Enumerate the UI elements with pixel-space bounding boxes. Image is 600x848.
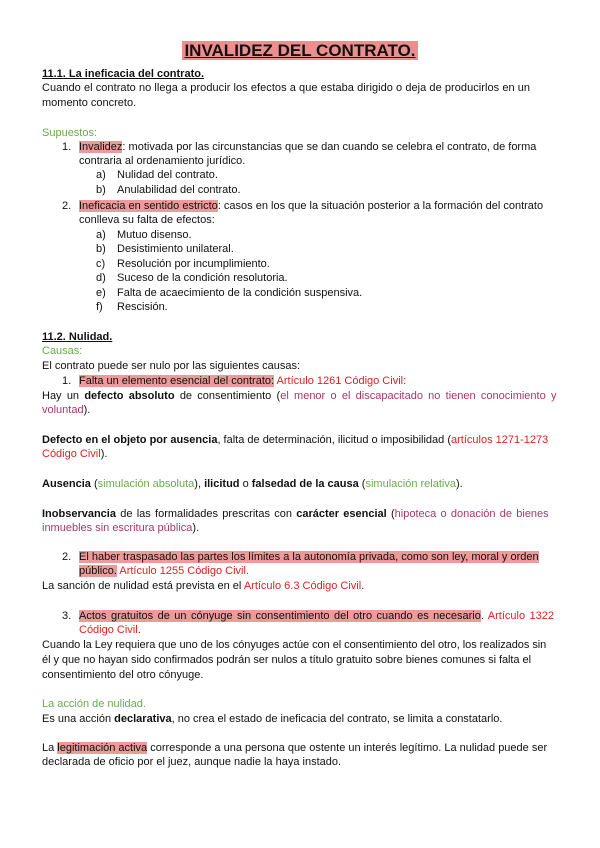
legal-reference: Artículo 1261 Código Civil: (276, 375, 407, 387)
paragraph-line: La legitimación activa corresponde a una persona que ostente un interés legítimo. La nulidad puede ser (42, 742, 548, 754)
highlight: Ineficacia en sentido estricto (79, 200, 218, 212)
paragraph-line: consentimiento del otro cónyuge. (42, 669, 204, 681)
sublist-item: Mutuo disenso. (117, 229, 192, 241)
highlight: Falta un elemento esencial del contrato: (79, 375, 275, 387)
sublist-item: Resolución por incumplimiento. (117, 258, 270, 270)
subheading-accion: La acción de nulidad. (42, 698, 146, 710)
paragraph-line: Inobservancia de las formalidades prescritas con carácter esencial (hipoteca o donación de bienes (42, 508, 549, 520)
sublist-label: a) (96, 169, 106, 181)
sublist-label: a) (96, 229, 106, 241)
cause-item-line: Código Civil. (79, 624, 141, 636)
paragraph-line: voluntad). (42, 404, 91, 416)
legal-reference: Artículo 1322 (487, 610, 555, 622)
sublist-label: b) (96, 243, 106, 255)
paragraph-line: Ausencia (simulación absoluta), ilicitud o falsedad de la causa (simulación relativa). (42, 478, 463, 490)
highlight: Invalidez (79, 141, 123, 153)
sublist-item: Desistimiento unilateral. (117, 243, 234, 255)
sublist-item: Rescisión. (117, 301, 168, 313)
sublist-label: c) (96, 258, 106, 270)
subheading-supuestos: Supuestos: (42, 127, 98, 139)
page-title: INVALIDEZ DEL CONTRATO. (184, 41, 416, 60)
list-item: Invalidez: motivada por las circunstancias que se dan cuando se celebra el contrato, de forma (79, 141, 537, 153)
list-number: 2. (62, 551, 72, 563)
sublist-label: f) (96, 301, 103, 313)
sublist-label: d) (96, 272, 106, 284)
legal-reference: Artículo 1255 Código Civil. (119, 565, 249, 577)
list-number: 3. (62, 610, 72, 622)
paragraph-line: El contrato puede ser nulo por las siguientes causas: (42, 360, 301, 372)
cause-item-line (79, 564, 249, 578)
list-item-line: contraria al ordenamiento jurídico. (79, 155, 246, 167)
list-item: Ineficacia en sentido estricto: casos en los que la situación posterior a la formación del contrato (79, 200, 544, 212)
paragraph-line: Código Civil). (42, 448, 108, 460)
paragraph-line: él y que no hayan sido confirmados podrán ser nulos a título gratuito sobre bienes comunes si falta el (42, 654, 531, 666)
paragraph-line: inmuebles sin escritura pública). (42, 522, 200, 534)
subheading-causas: Causas: (42, 345, 83, 357)
sublist-item: Falta de acaecimiento de la condición suspensiva. (117, 287, 363, 299)
sublist-label: e) (96, 287, 106, 299)
section-heading-ineficacia: 11.1. La ineficacia del contrato. (42, 68, 205, 80)
list-number: 1. (62, 375, 72, 387)
highlight: Actos gratuitos de un cónyuge sin consentimiento del otro cuando es necesario (79, 610, 481, 622)
highlight: legitimación activa (57, 742, 148, 754)
highlight: público. (79, 565, 117, 577)
paragraph-line: Cuando el contrato no llega a producir los efectos a que estaba dirigido o deja de producirlos en un (42, 82, 531, 94)
sublist-label: b) (96, 184, 106, 196)
cause-item (79, 550, 539, 564)
cause-item (79, 374, 406, 388)
sublist-item: Anulabilidad del contrato. (117, 184, 241, 196)
sublist-item: Nulidad del contrato. (117, 169, 218, 181)
paragraph-line: Es una acción declarativa, no crea el estado de ineficacia del contrato, se limita a constatarlo. (42, 713, 503, 725)
sublist-item: Suceso de la condición resolutoria. (117, 272, 288, 284)
paragraph-line: Hay un defecto absoluto de consentimiento (el menor o el discapacitado no tienen conocimiento y (42, 390, 557, 402)
paragraph-line: Defecto en el objeto por ausencia, falta de determinación, ilicitud o imposibilidad (artículos 1271-1273 (42, 434, 549, 446)
paragraph-line: La sanción de nulidad está prevista en el Artículo 6.3 Código Civil. (42, 580, 365, 592)
list-item-line: conlleva su falta de efectos: (79, 214, 215, 226)
cause-item: Actos gratuitos de un cónyuge sin consentimiento del otro cuando es necesario. Artículo 1322 (79, 610, 555, 622)
list-number: 2. (62, 200, 72, 212)
list-number: 1. (62, 141, 72, 153)
highlight: El haber traspasado las partes los límites a la autonomía privada, como son ley, moral y orden (79, 551, 539, 563)
paragraph-line: Cuando la Ley requiera que uno de los cónyuges actúe con el consentimiento del otro, los realizados sin (42, 639, 547, 651)
section-heading-nulidad: 11.2. Nulidad. (42, 331, 113, 343)
paragraph-line: declarada de oficio por el juez, aunque nadie la haya instado. (42, 756, 342, 768)
paragraph-line: momento concreto. (42, 97, 137, 109)
